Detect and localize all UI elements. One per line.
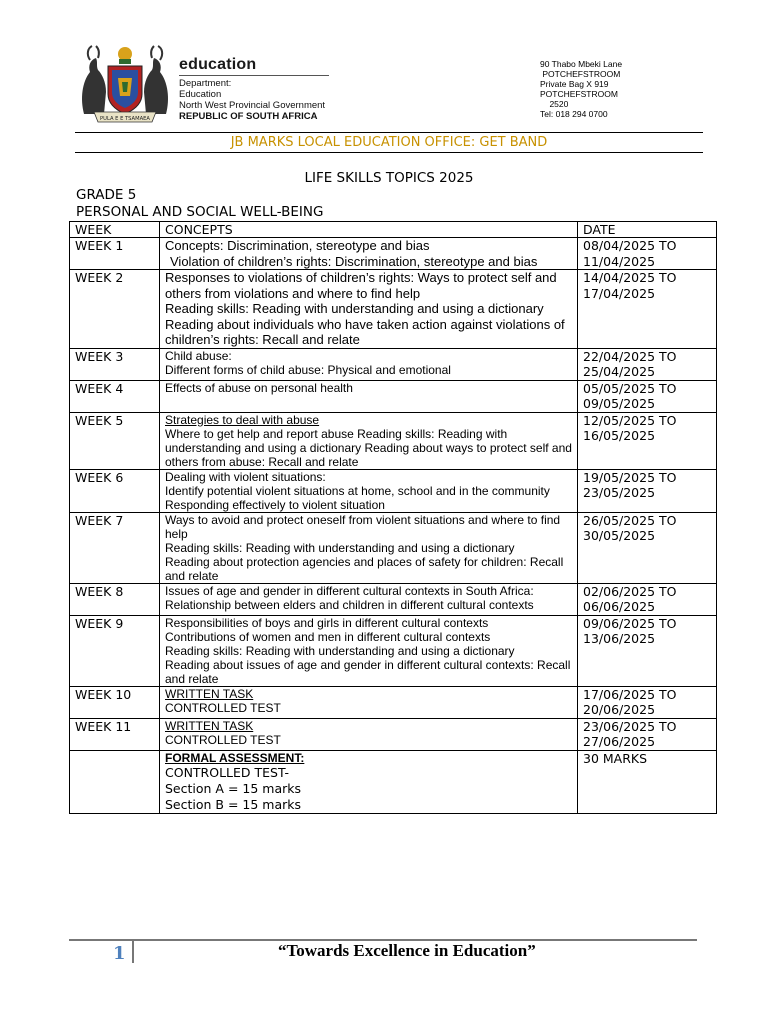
week-cell: WEEK 10: [70, 686, 160, 718]
concept-line: Responsibilities of boys and girls in different cultural contexts: [165, 615, 489, 630]
address-line: 2520: [540, 99, 569, 109]
date-line: 11/04/2025: [583, 253, 656, 269]
concepts-cell: [160, 615, 578, 686]
concept-line: CONTROLLED TEST: [165, 732, 281, 747]
date-line: 26/05/2025 TO: [583, 512, 677, 528]
department-title: education: [179, 56, 257, 73]
concepts-cell: [160, 270, 578, 349]
concept-line: Reading about protection agencies and places of safety for children: Recall and relate: [165, 554, 564, 583]
department-line: Department:: [179, 78, 232, 89]
date-line: 12/05/2025 TO: [583, 412, 677, 428]
department-country: REPUBLIC OF SOUTH AFRICA: [179, 111, 318, 122]
concepts-cell: [160, 238, 578, 270]
concept-line: Different forms of child abuse: Physical and emotional: [165, 362, 451, 377]
date-line: 19/05/2025 TO: [583, 469, 677, 485]
address-line: 90 Thabo Mbeki Lane: [540, 59, 623, 69]
date-line: 13/06/2025: [583, 631, 656, 646]
topics-table: [69, 221, 717, 814]
date-line: 30 MARKS: [583, 750, 648, 766]
concepts-cell: [160, 718, 578, 750]
date-cell: [578, 750, 717, 813]
week-cell: WEEK 4: [70, 380, 160, 412]
week-cell: [70, 750, 160, 813]
week-cell: WEEK 5: [70, 412, 160, 469]
letterhead: [0, 0, 768, 130]
concept-line: Reading about issues of age and gender in different cultural contexts: Recall and relate: [165, 657, 571, 686]
date-cell: [578, 380, 717, 412]
concept-line: Child abuse:: [165, 348, 232, 363]
strand-heading: PERSONAL AND SOCIAL WELL-BEING: [76, 204, 324, 220]
concept-line: Ways to avoid and protect oneself from violent situations and where to find help: [165, 512, 561, 541]
concept-line: Section B = 15 marks: [165, 796, 302, 812]
date-cell: [578, 718, 717, 750]
date-cell: [578, 412, 717, 469]
address-line: Tel: 018 294 0700: [540, 109, 608, 119]
concept-line: Dealing with violent situations:: [165, 469, 326, 484]
date-line: 25/04/2025: [583, 364, 656, 379]
concept-line: Issues of age and gender in different cultural contexts in South Africa:: [165, 583, 534, 598]
office-address: [540, 59, 622, 119]
date-line: 17/06/2025 TO: [583, 686, 677, 702]
date-line: 22/04/2025 TO: [583, 348, 677, 364]
concept-line: Violation of children’s rights: Discrimination, stereotype and bias: [170, 253, 538, 269]
date-line: 14/04/2025 TO: [583, 270, 677, 285]
grade-heading: GRADE 5: [76, 187, 137, 203]
table-row: [70, 512, 717, 583]
concept-line: FORMAL ASSESSMENT:: [165, 750, 305, 765]
date-line: 30/05/2025: [583, 528, 656, 543]
date-cell: [578, 686, 717, 718]
date-line: 16/05/2025: [583, 428, 656, 443]
date-line: 09/05/2025: [583, 396, 656, 411]
week-cell: WEEK 11: [70, 718, 160, 750]
department-line: Education: [179, 89, 222, 100]
date-line: 20/06/2025: [583, 702, 656, 717]
concept-line: Contributions of women and men in different cultural contexts: [165, 629, 491, 644]
date-cell: [578, 348, 717, 380]
concept-line: Strategies to deal with abuse: [165, 412, 320, 427]
week-cell: WEEK 9: [70, 615, 160, 686]
date-cell: [578, 469, 717, 512]
table-row: [70, 380, 717, 412]
divider-line: [75, 132, 703, 133]
concepts-cell: [160, 750, 578, 813]
date-line: 17/04/2025: [583, 285, 656, 301]
concept-line: Responses to violations of children’s rights: Ways to protect self and others from violations and where to find help: [165, 270, 557, 301]
table-row: [70, 469, 717, 512]
date-line: 23/05/2025: [583, 485, 656, 500]
date-cell: [578, 615, 717, 686]
date-line: 02/06/2025 TO: [583, 583, 677, 599]
concept-line: Section A = 15 marks: [165, 780, 301, 796]
week-cell: WEEK 6: [70, 469, 160, 512]
divider-line: [75, 152, 703, 153]
footer-motto: “Towards Excellence in Education”: [278, 941, 536, 960]
department-block: [179, 55, 339, 122]
concepts-cell: [160, 412, 578, 469]
crest-motto-text: PULA E E TSAMAEA: [100, 116, 150, 122]
concept-line: Reading skills: Reading with understanding and using a dictionary Reading about individuals who have taken action against violations of children’s rights: Recall and relate: [165, 301, 565, 347]
table-row: [70, 412, 717, 469]
column-header-week: WEEK: [70, 222, 160, 238]
concept-line: Relationship between elders and children in different cultural contexts: [165, 597, 534, 612]
date-cell: [578, 238, 717, 270]
concept-line: CONTROLLED TEST-: [165, 764, 289, 780]
address-line: POTCHEFSTROOM: [540, 69, 621, 79]
concept-line: Concepts: Discrimination, stereotype and bias: [165, 238, 430, 253]
date-line: 09/06/2025 TO: [583, 615, 677, 631]
week-cell: WEEK 2: [70, 270, 160, 349]
concepts-cell: [160, 686, 578, 718]
concept-line: WRITTEN TASK: [165, 686, 254, 701]
week-cell: WEEK 7: [70, 512, 160, 583]
table-row: [70, 270, 717, 349]
concepts-cell: [160, 348, 578, 380]
date-line: 23/06/2025 TO: [583, 718, 677, 734]
coat-of-arms-icon: [76, 44, 174, 124]
column-header-concepts: CONCEPTS: [160, 222, 578, 238]
page-number: 1: [113, 943, 126, 964]
table-row: [70, 615, 717, 686]
concept-line: Where to get help and report abuse Reading skills: Reading with understanding and using a dictionary Reading about ways to protect self and others from abuse: Recall and relate: [165, 426, 572, 469]
table-row: [70, 750, 717, 813]
date-line: 05/05/2025 TO: [583, 380, 677, 396]
table-row: [70, 686, 717, 718]
week-cell: WEEK 8: [70, 583, 160, 615]
concept-line: Identify potential violent situations at home, school and in the community: [165, 483, 550, 498]
date-cell: [578, 512, 717, 583]
footer-separator: [132, 941, 134, 963]
date-cell: [578, 270, 717, 349]
office-title: JB MARKS LOCAL EDUCATION OFFICE: GET BAND: [230, 135, 548, 150]
concept-line: Effects of abuse on personal health: [165, 380, 353, 395]
concept-line: Reading skills: Reading with understanding and using a dictionary: [165, 643, 515, 658]
concepts-cell: [160, 469, 578, 512]
week-cell: WEEK 3: [70, 348, 160, 380]
concept-line: Responding effectively to violent situation: [165, 497, 385, 512]
table-row: [70, 348, 717, 380]
concept-line: CONTROLLED TEST: [165, 700, 281, 715]
date-line: 06/06/2025: [583, 599, 656, 614]
department-line: North West Provincial Government: [179, 100, 326, 111]
concept-line: Reading skills: Reading with understanding and using a dictionary: [165, 540, 515, 555]
table-header-row: [70, 222, 717, 238]
concepts-cell: [160, 583, 578, 615]
table-row: [70, 238, 717, 270]
table-row: [70, 583, 717, 615]
department-rule: [179, 75, 329, 76]
column-header-date: DATE: [578, 222, 717, 238]
address-line: POTCHEFSTROOM: [540, 89, 618, 99]
concept-line: WRITTEN TASK: [165, 718, 254, 733]
week-cell: WEEK 1: [70, 238, 160, 270]
document-title: LIFE SKILLS TOPICS 2025: [304, 170, 474, 186]
concepts-cell: [160, 380, 578, 412]
table-row: [70, 718, 717, 750]
date-line: 27/06/2025: [583, 734, 656, 749]
address-line: Private Bag X 919: [540, 79, 609, 89]
concepts-cell: [160, 512, 578, 583]
date-cell: [578, 583, 717, 615]
date-line: 08/04/2025 TO: [583, 238, 677, 253]
